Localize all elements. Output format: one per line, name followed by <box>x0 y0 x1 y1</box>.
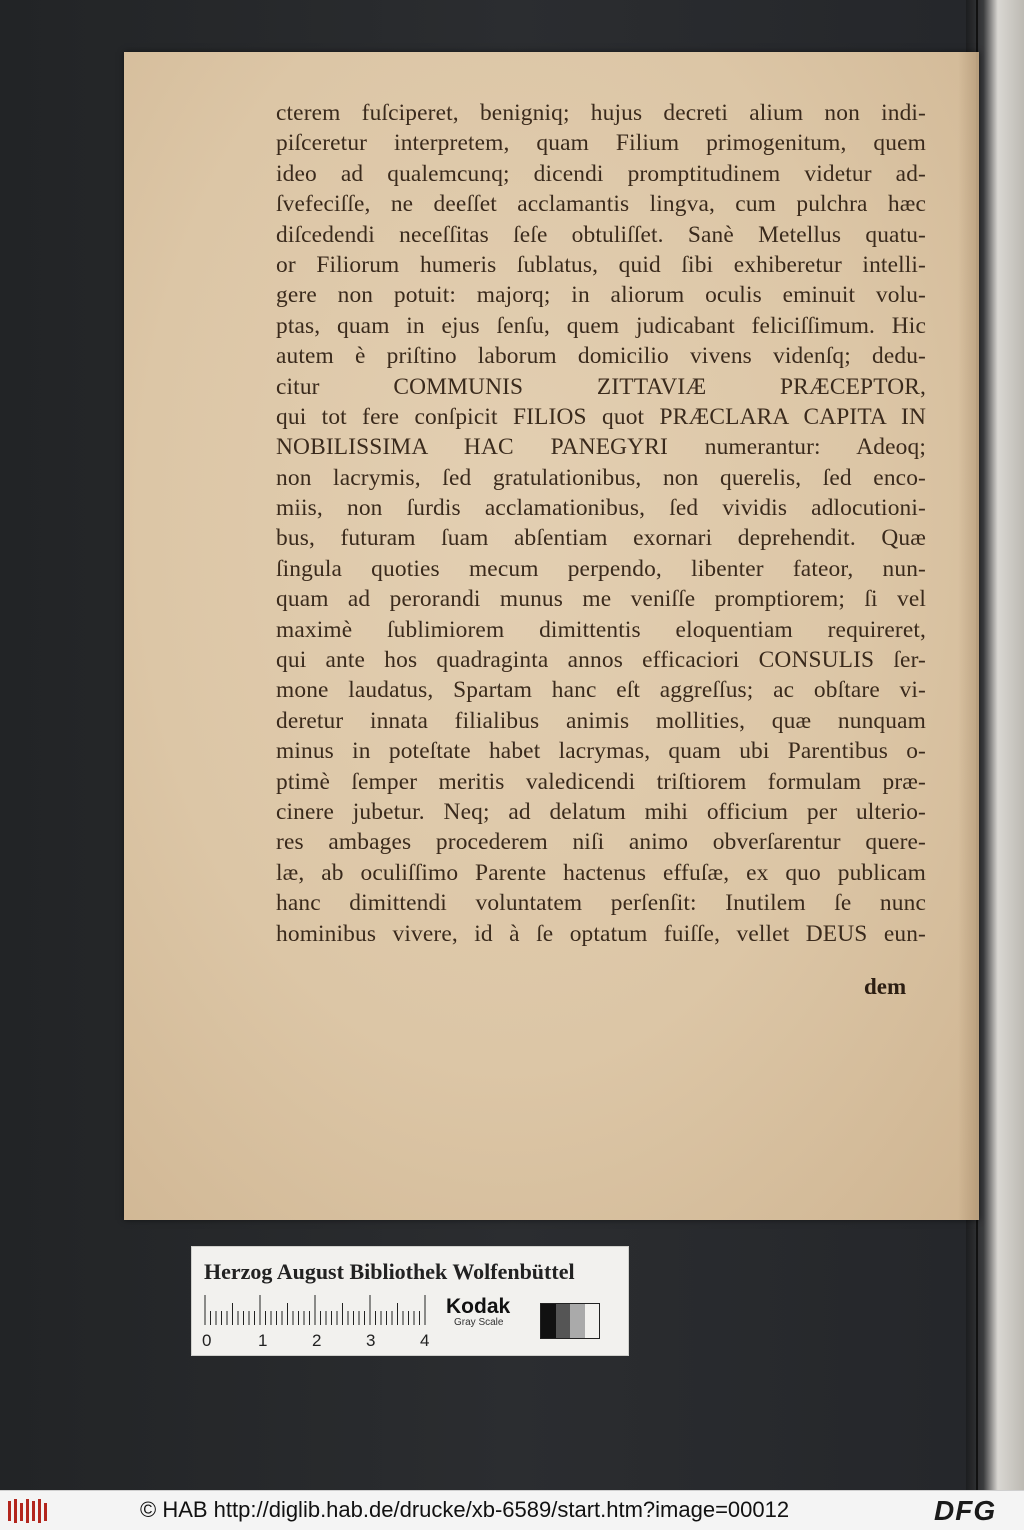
dfg-logo: DFG <box>934 1495 997 1526</box>
copyright-url[interactable]: © HAB http://diglib.hab.de/drucke/xb-6589/start.htm?image=00012 <box>140 1497 790 1522</box>
text-line: ſingula quoties mecum perpendo, libenter fateor, nun- <box>276 555 926 582</box>
text-line: minus in poteſtate habet lacrymas, quam ubi Parentibus o- <box>276 738 926 765</box>
swatch-dark-gray <box>556 1304 571 1338</box>
text-line: autem è priſtino laborum domicilio vivens videnſq; dedu- <box>276 343 926 370</box>
text-line: ptas, quam in ejus ſenſu, quem judicabant feliciſſimum. Hic <box>276 312 926 339</box>
text-line: cinere jubetur. Neq; ad delatum mihi officium per ulterio- <box>276 798 926 825</box>
swatch-light-gray <box>570 1304 585 1338</box>
text-line: miis, non ſurdis acclamationibus, ſed vividis adlocutioni- <box>276 495 926 522</box>
ruler-number: 2 <box>312 1331 322 1350</box>
swatch-white <box>585 1304 600 1338</box>
text-line: diſcedendi neceſſitas ſeſe obtuliſſet. Sanè Metellus quatu- <box>276 221 926 248</box>
text-line: maximè ſublimiorem dimittentis eloquentiam requireret, <box>276 616 926 643</box>
page-text <box>276 98 926 949</box>
text-line: hominibus vivere, id à ſe optatum fuiſſe, vellet DEUS eun- <box>276 920 926 947</box>
text-line: res ambages procederem niſi animo obverſarentur quere- <box>276 829 926 856</box>
ruler-numbers <box>200 1331 440 1351</box>
footer-bar <box>0 1490 1024 1530</box>
gray-scale-caption: Gray Scale <box>454 1317 504 1328</box>
ruler-number: 4 <box>420 1331 430 1350</box>
text-line: ptimè ſemper meritis valedicendi triſtiorem formulam præ- <box>276 768 926 795</box>
text-line: NOBILISSIMA HAC PANEGYRI numerantur: Adeoq; <box>276 434 926 461</box>
hab-logo-icon <box>6 1497 50 1525</box>
text-line: hanc dimittendi voluntatem perſenſit: Inutilem ſe nunc <box>276 890 926 917</box>
text-line: gere non potuit: majorq; in aliorum oculis eminuit volu- <box>276 282 926 309</box>
ruler-number: 3 <box>366 1331 376 1350</box>
text-line: or Filiorum humeris ſublatus, quid ſibi exhiberetur intelli- <box>276 251 926 278</box>
library-name: Herzog August Bibliothek Wolfenbüttel <box>204 1259 575 1284</box>
library-label-card <box>191 1246 629 1356</box>
text-line: deretur innata filialibus animis mollities, quæ nunquam <box>276 707 926 734</box>
text-line: piſceretur interpretem, quam Filium primogenitum, quem <box>276 130 926 157</box>
book-page <box>124 52 979 1220</box>
text-line: bus, futuram ſuam abſentiam exornari deprehendit. Quæ <box>276 525 926 552</box>
text-line: qui ante hos quadraginta annos efficaciori CONSULIS ſer- <box>276 647 926 674</box>
text-line: citur COMMUNIS ZITTAVIÆ PRÆCEPTOR, <box>276 373 926 400</box>
text-line: cterem fuſciperet, benigniq; hujus decreti alium non indi- <box>276 100 926 126</box>
text-line: qui tot fere conſpicit FILIOS quot PRÆCLARA CAPITA IN <box>276 403 926 430</box>
text-line: mone laudatus, Spartam hanc eſt aggreſſus; ac obſtare vi- <box>276 677 926 704</box>
text-line: non lacrymis, ſed gratulationibus, non querelis, ſed enco- <box>276 464 926 491</box>
text-line: quam ad perorandi munus me veniſſe promptiorem; ſi vel <box>276 586 926 613</box>
ruler-number: 1 <box>258 1331 268 1350</box>
ruler-number: 0 <box>202 1331 212 1350</box>
ruler-scale <box>204 1295 434 1325</box>
gray-scale-swatches <box>540 1303 600 1339</box>
swatch-black <box>541 1304 556 1338</box>
kodak-brand: Kodak <box>446 1295 511 1318</box>
text-line: ideo ad qualemcunq; dicendi promptitudinem videtur ad- <box>276 160 926 187</box>
text-line: ſvefeciſſe, ne deeſſet acclamantis lingva, cum pulchra hæc <box>276 191 926 218</box>
text-line: læ, ab oculiſſimo Parente hactenus effuſæ, ex quo publicam <box>276 859 926 886</box>
catchword: dem <box>864 974 907 999</box>
